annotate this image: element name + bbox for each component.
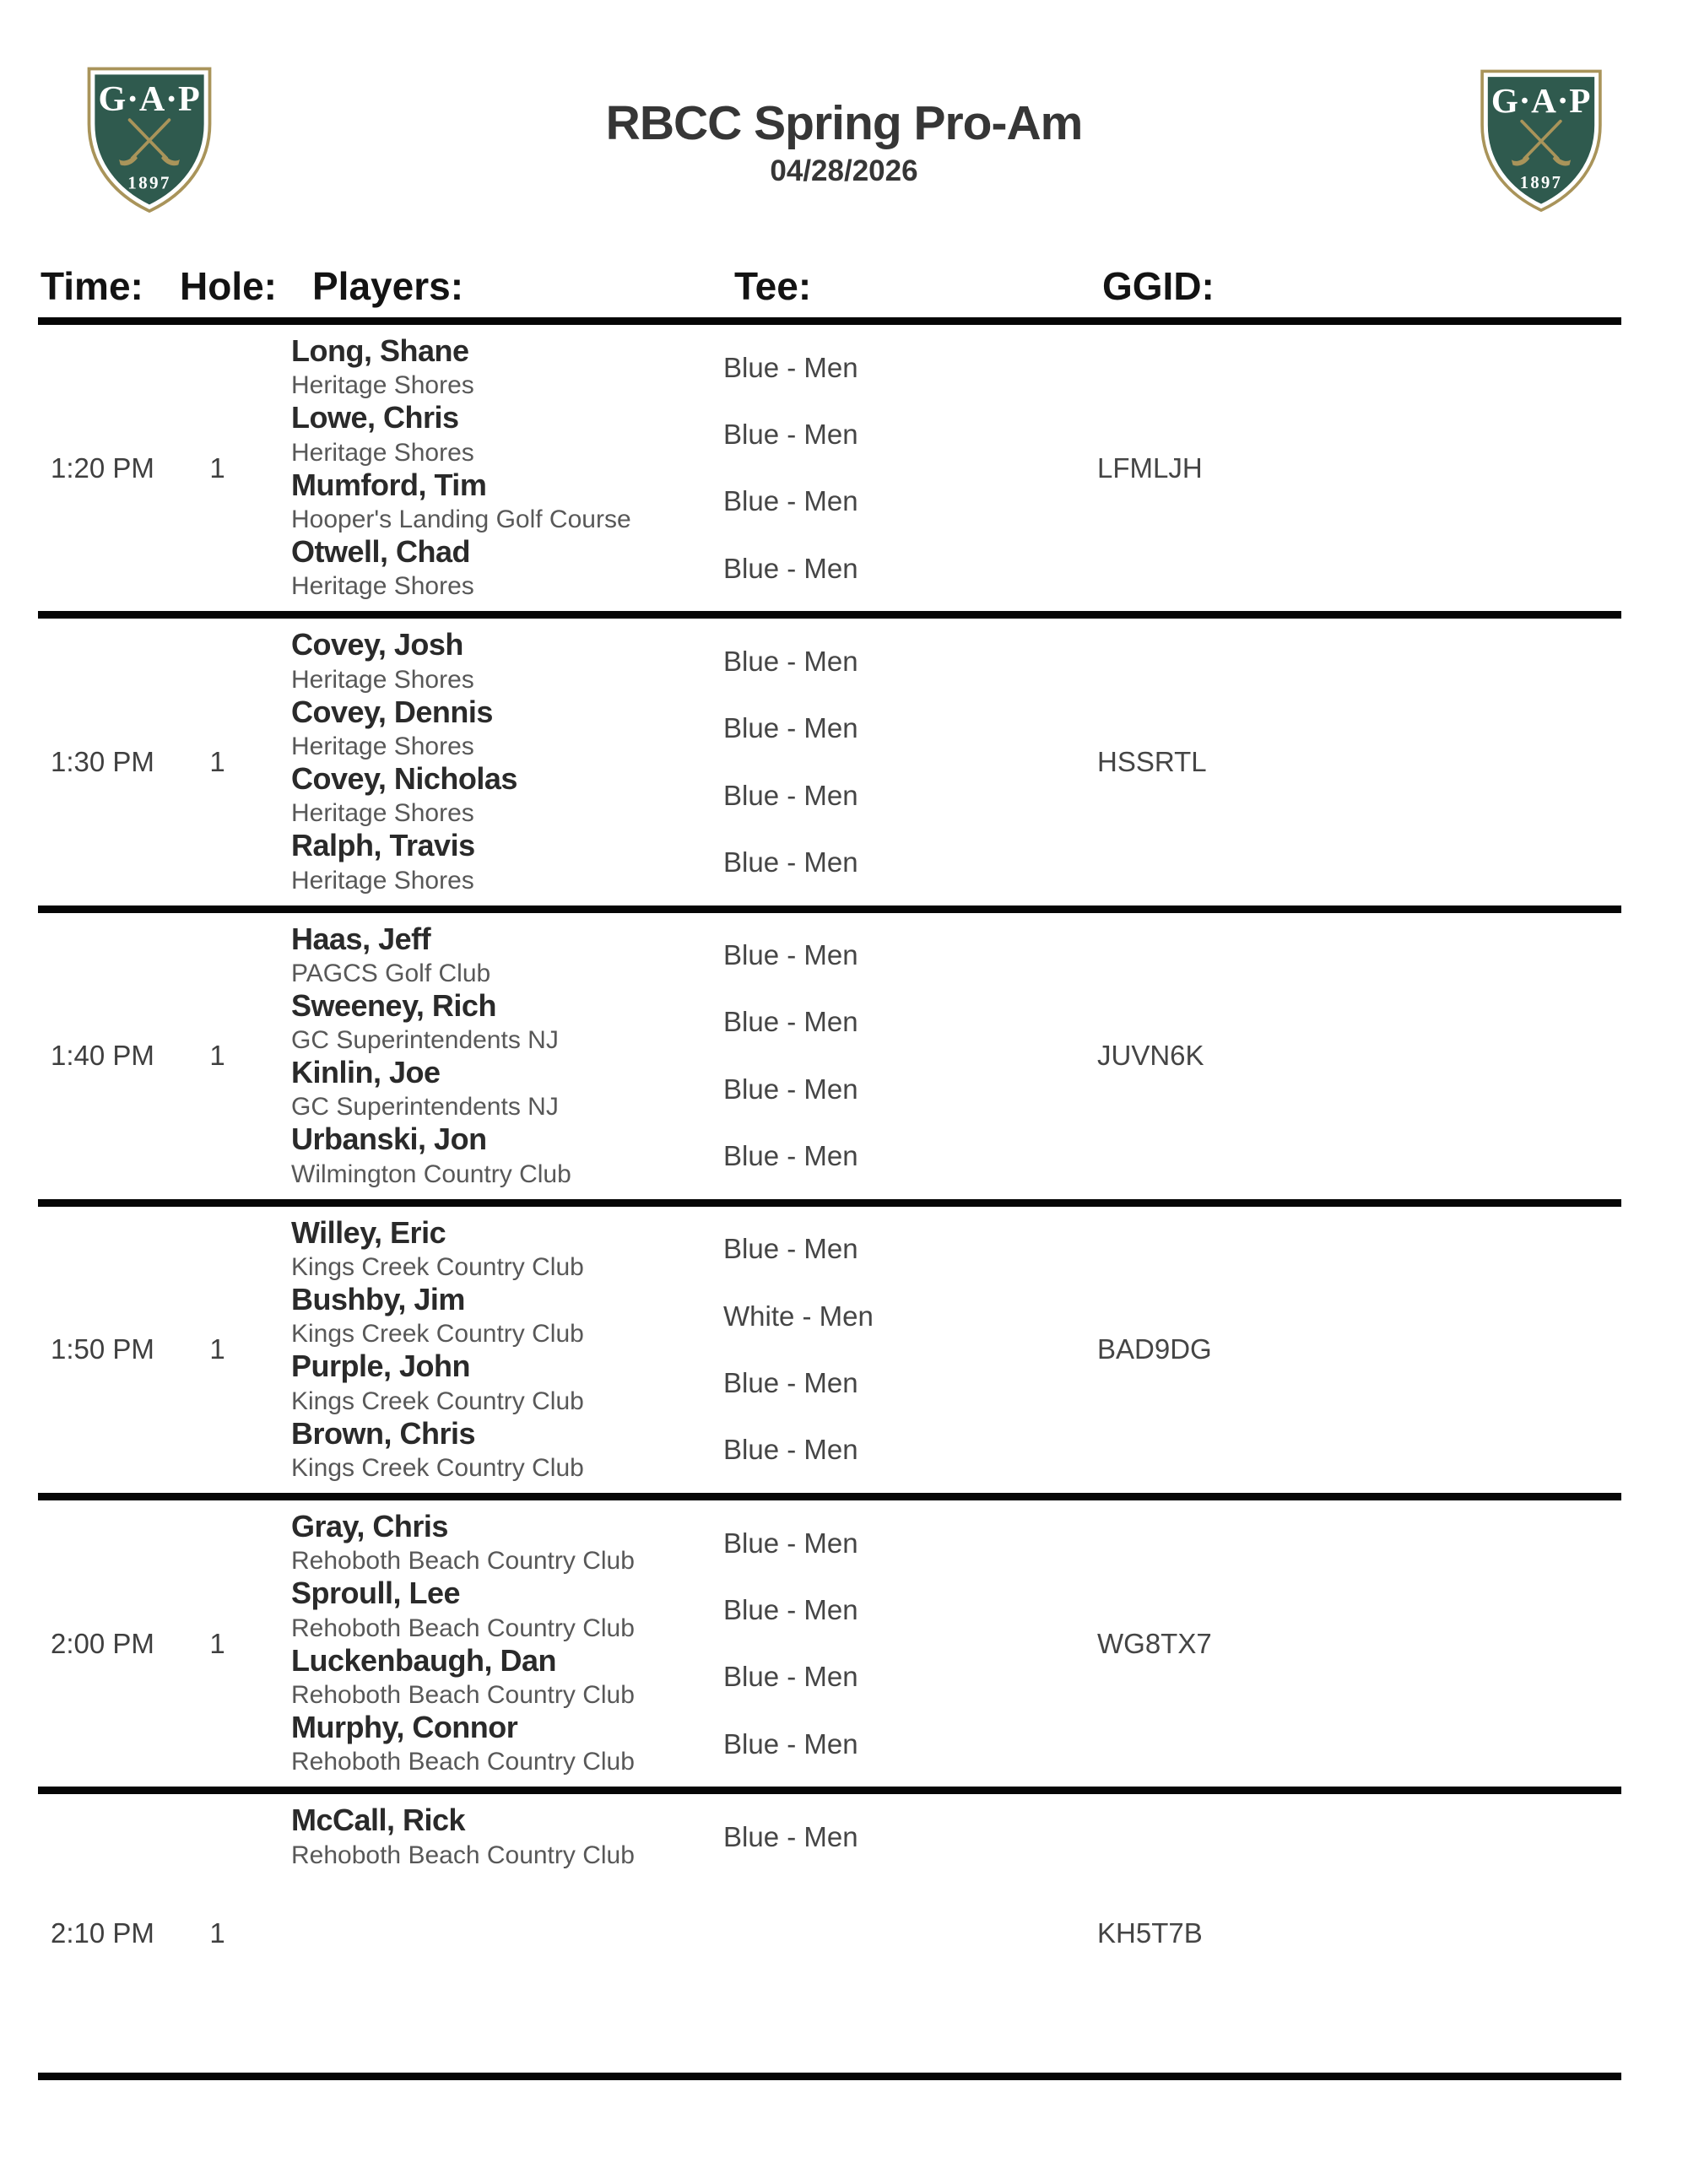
player-club: Rehoboth Beach Country Club bbox=[291, 1547, 635, 1576]
player-info bbox=[262, 468, 723, 535]
logo-letters: G·A·P bbox=[1491, 80, 1592, 120]
player-entry bbox=[262, 1644, 1059, 1711]
player-entry bbox=[262, 468, 1059, 535]
tee-time: 1:50 PM bbox=[51, 1333, 154, 1365]
player-tee: Blue - Men bbox=[723, 779, 858, 811]
column-header-hole: Hole: bbox=[180, 264, 277, 308]
player-club: Heritage Shores bbox=[291, 799, 474, 828]
player-name: McCall, Rick bbox=[291, 1803, 466, 1838]
player-tee: Blue - Men bbox=[723, 1140, 858, 1172]
player-entry bbox=[262, 1122, 1059, 1189]
tee-time-group-row bbox=[38, 1500, 1621, 1794]
start-hole: 1 bbox=[209, 1040, 225, 1072]
player-entry bbox=[262, 1349, 1059, 1416]
player-info bbox=[262, 695, 723, 762]
tee-time: 2:10 PM bbox=[51, 1917, 154, 1949]
logo-year: 1897 bbox=[1519, 174, 1563, 192]
player-club: Rehoboth Beach Country Club bbox=[291, 1748, 635, 1776]
gap-logo-right bbox=[1474, 66, 1608, 213]
player-club: Kings Creek Country Club bbox=[291, 1253, 584, 1282]
logo-letters: G·A·P bbox=[98, 79, 201, 120]
page-header bbox=[0, 0, 1688, 253]
player-club: Wilmington Country Club bbox=[291, 1160, 571, 1188]
start-hole: 1 bbox=[209, 1333, 225, 1365]
player-entry bbox=[262, 535, 1059, 602]
player-entry bbox=[262, 1417, 1059, 1484]
player-entry bbox=[262, 989, 1059, 1056]
start-hole: 1 bbox=[209, 745, 225, 777]
player-info bbox=[262, 1510, 723, 1576]
logo-year: 1897 bbox=[127, 172, 171, 193]
player-name: Bushby, Jim bbox=[291, 1282, 465, 1317]
player-name: Purple, John bbox=[291, 1349, 471, 1384]
players-list bbox=[262, 1794, 1059, 1879]
player-tee: Blue - Men bbox=[723, 1006, 858, 1038]
column-header-tee: Tee: bbox=[734, 264, 812, 308]
player-entry bbox=[262, 1711, 1059, 1777]
title-block bbox=[0, 0, 1688, 186]
ggid-code: BAD9DG bbox=[1097, 1333, 1212, 1365]
player-name: Kinlin, Joe bbox=[291, 1055, 441, 1090]
player-tee: Blue - Men bbox=[723, 418, 858, 450]
player-entry bbox=[262, 695, 1059, 762]
player-info bbox=[262, 1283, 723, 1349]
player-name: Ralph, Travis bbox=[291, 828, 475, 863]
player-name: Mumford, Tim bbox=[291, 467, 487, 502]
player-club: Heritage Shores bbox=[291, 438, 474, 467]
player-club: Heritage Shores bbox=[291, 572, 474, 601]
player-tee: Blue - Men bbox=[723, 351, 858, 383]
column-header-time: Time: bbox=[41, 264, 143, 308]
player-tee: Blue - Men bbox=[723, 1727, 858, 1760]
gap-shield-icon bbox=[83, 63, 216, 214]
player-tee: Blue - Men bbox=[723, 1367, 858, 1399]
player-name: Luckenbaugh, Dan bbox=[291, 1642, 557, 1678]
tee-time-group-row bbox=[38, 619, 1621, 912]
event-date: 04/28/2026 bbox=[770, 154, 918, 187]
player-entry bbox=[262, 922, 1059, 989]
player-info bbox=[262, 401, 723, 468]
player-info bbox=[262, 922, 723, 989]
player-name: Covey, Josh bbox=[291, 627, 463, 662]
player-club: Rehoboth Beach Country Club bbox=[291, 1614, 635, 1642]
player-club: Kings Creek Country Club bbox=[291, 1387, 584, 1415]
player-name: Otwell, Chad bbox=[291, 533, 471, 569]
player-name: Covey, Nicholas bbox=[291, 760, 517, 796]
player-info bbox=[262, 1216, 723, 1283]
player-entry bbox=[262, 1216, 1059, 1283]
player-info bbox=[262, 1803, 723, 1870]
player-name: Brown, Chris bbox=[291, 1415, 476, 1451]
player-club: GC Superintendents NJ bbox=[291, 1026, 559, 1055]
ggid-code: HSSRTL bbox=[1097, 745, 1207, 777]
ggid-code: LFMLJH bbox=[1097, 451, 1203, 484]
player-name: Urbanski, Jon bbox=[291, 1122, 487, 1157]
player-entry bbox=[262, 1510, 1059, 1576]
player-name: Gray, Chris bbox=[291, 1509, 448, 1543]
tee-time: 1:40 PM bbox=[51, 1040, 154, 1072]
ggid-code: JUVN6K bbox=[1097, 1040, 1204, 1072]
player-name: Murphy, Connor bbox=[291, 1709, 518, 1744]
player-info bbox=[262, 989, 723, 1056]
player-club: GC Superintendents NJ bbox=[291, 1093, 559, 1122]
start-hole: 1 bbox=[209, 451, 225, 484]
groups bbox=[38, 325, 1621, 2080]
players-list bbox=[262, 1500, 1059, 1787]
player-info bbox=[262, 829, 723, 895]
player-info bbox=[262, 535, 723, 602]
start-hole: 1 bbox=[209, 1627, 225, 1659]
ggid-code: KH5T7B bbox=[1097, 1917, 1203, 1949]
tee-time: 1:20 PM bbox=[51, 451, 154, 484]
player-entry bbox=[262, 762, 1059, 829]
players-list bbox=[262, 1207, 1059, 1493]
player-club: Rehoboth Beach Country Club bbox=[291, 1841, 635, 1869]
player-tee: White - Men bbox=[723, 1300, 874, 1332]
player-entry bbox=[262, 1803, 1059, 1870]
player-club: Heritage Shores bbox=[291, 665, 474, 694]
player-name: Sweeney, Rich bbox=[291, 987, 496, 1023]
player-tee: Blue - Men bbox=[723, 1820, 858, 1852]
player-info bbox=[262, 1644, 723, 1711]
player-tee: Blue - Men bbox=[723, 1661, 858, 1693]
player-name: Covey, Dennis bbox=[291, 694, 493, 729]
player-tee: Blue - Men bbox=[723, 1434, 858, 1466]
player-info bbox=[262, 1711, 723, 1777]
player-info bbox=[262, 1056, 723, 1122]
player-club: Heritage Shores bbox=[291, 371, 474, 400]
player-name: Sproull, Lee bbox=[291, 1576, 461, 1611]
player-info bbox=[262, 628, 723, 695]
players-list bbox=[262, 913, 1059, 1199]
player-tee: Blue - Men bbox=[723, 1593, 858, 1625]
tee-time-group-row bbox=[38, 1207, 1621, 1500]
column-header-ggid: GGID: bbox=[1102, 264, 1215, 308]
player-info bbox=[262, 1417, 723, 1484]
player-entry bbox=[262, 829, 1059, 895]
player-entry bbox=[262, 401, 1059, 468]
column-header-row bbox=[38, 253, 1621, 325]
player-club: Rehoboth Beach Country Club bbox=[291, 1680, 635, 1709]
player-name: Long, Shane bbox=[291, 333, 469, 368]
player-tee: Blue - Men bbox=[723, 939, 858, 971]
tee-time-group-row bbox=[38, 1794, 1621, 2080]
player-entry bbox=[262, 628, 1059, 695]
gap-shield-icon bbox=[1474, 66, 1608, 213]
players-list bbox=[262, 325, 1059, 611]
player-club: Heritage Shores bbox=[291, 866, 474, 895]
player-entry bbox=[262, 1576, 1059, 1643]
tee-time-group-row bbox=[38, 325, 1621, 619]
player-name: Lowe, Chris bbox=[291, 400, 459, 435]
player-tee: Blue - Men bbox=[723, 712, 858, 744]
player-tee: Blue - Men bbox=[723, 846, 858, 878]
tee-sheet-table bbox=[38, 253, 1621, 2080]
player-tee: Blue - Men bbox=[723, 485, 858, 517]
player-tee: Blue - Men bbox=[723, 645, 858, 677]
player-name: Haas, Jeff bbox=[291, 921, 431, 956]
player-club: Heritage Shores bbox=[291, 732, 474, 760]
player-name: Willey, Eric bbox=[291, 1214, 446, 1250]
player-tee: Blue - Men bbox=[723, 1233, 858, 1265]
player-tee: Blue - Men bbox=[723, 1073, 858, 1105]
player-entry bbox=[262, 1056, 1059, 1122]
player-club: Hooper's Landing Golf Course bbox=[291, 505, 631, 533]
event-title: RBCC Spring Pro-Am bbox=[605, 96, 1083, 150]
player-tee: Blue - Men bbox=[723, 1527, 858, 1559]
player-club: Kings Creek Country Club bbox=[291, 1320, 584, 1349]
gap-logo-left bbox=[83, 63, 216, 214]
player-info bbox=[262, 1349, 723, 1416]
tee-time: 2:00 PM bbox=[51, 1627, 154, 1659]
ggid-code: WG8TX7 bbox=[1097, 1627, 1212, 1659]
player-info bbox=[262, 1576, 723, 1643]
player-info bbox=[262, 334, 723, 401]
player-entry bbox=[262, 334, 1059, 401]
player-info bbox=[262, 762, 723, 829]
column-header-players: Players: bbox=[312, 264, 464, 308]
player-info bbox=[262, 1122, 723, 1189]
start-hole: 1 bbox=[209, 1917, 225, 1949]
tee-time: 1:30 PM bbox=[51, 745, 154, 777]
player-entry bbox=[262, 1283, 1059, 1349]
tee-time-group-row bbox=[38, 913, 1621, 1207]
player-tee: Blue - Men bbox=[723, 552, 858, 584]
player-club: PAGCS Golf Club bbox=[291, 959, 491, 987]
players-list bbox=[262, 619, 1059, 905]
player-club: Kings Creek Country Club bbox=[291, 1454, 584, 1482]
